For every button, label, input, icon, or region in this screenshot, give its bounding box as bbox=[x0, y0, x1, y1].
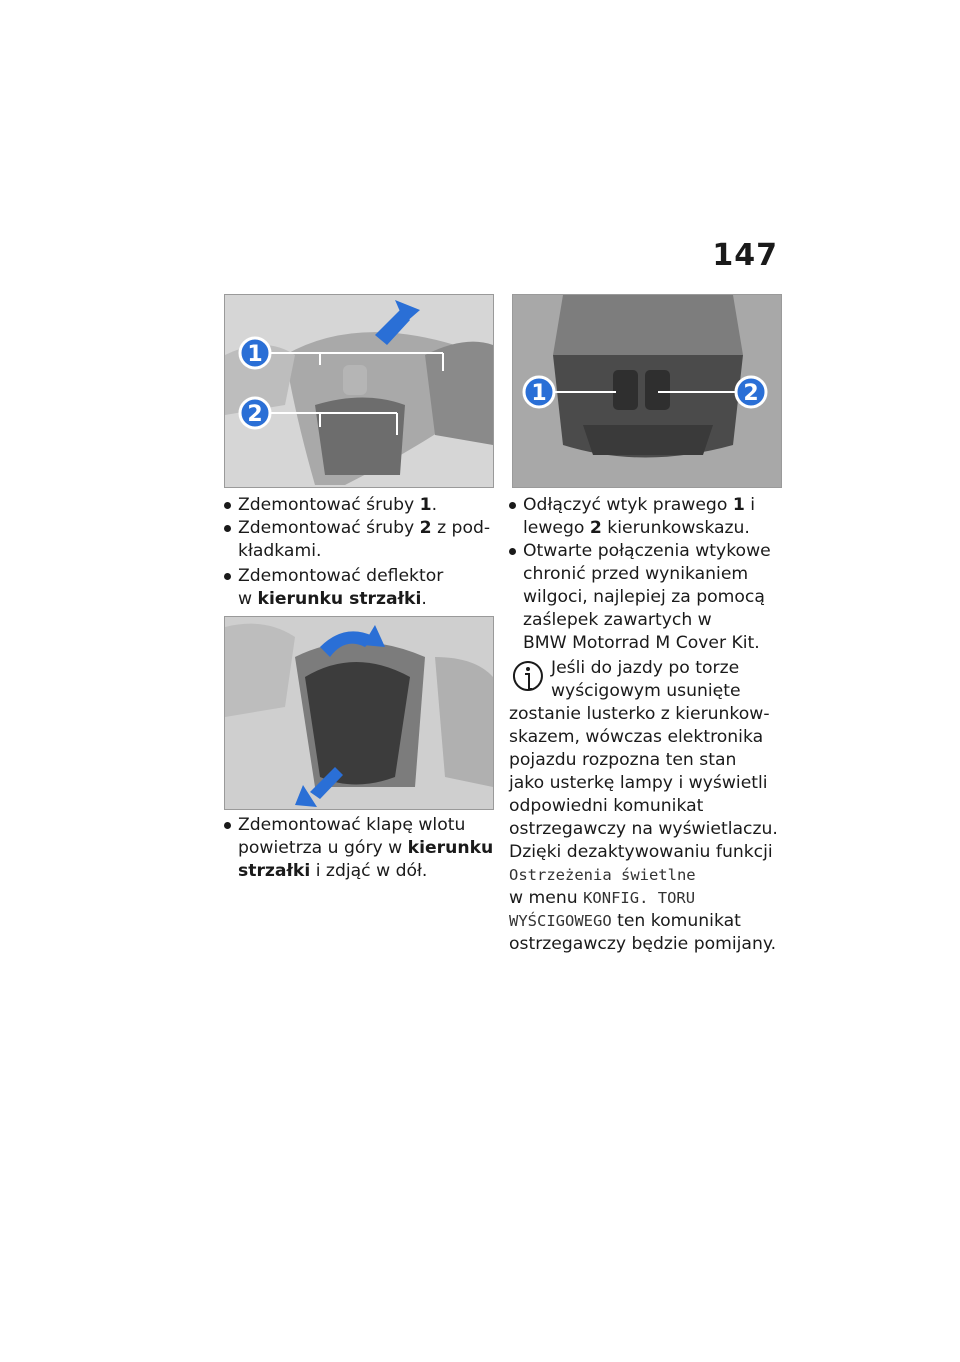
left-steps-a bbox=[224, 494, 496, 611]
step-remove-air-flap: Zdemontować klapę wlotu powietrza u góry w kierunku strzałki i zdjąć w dół. bbox=[224, 814, 496, 883]
windscreen-illustration bbox=[225, 295, 493, 487]
info-note bbox=[509, 657, 779, 956]
step-remove-screws-2: Zdemontować śruby 2 z pod- kładkami. bbox=[224, 517, 496, 563]
step-protect-connections: Otwarte połączenia wtykowe chronić przed wynikaniem wilgoci, najlepiej za pomocą zaślepek zawartych w BMW Motorrad M Cover Kit. bbox=[509, 540, 779, 655]
step-remove-deflector: Zdemontować deflektor w kierunku strzałki. bbox=[224, 565, 496, 611]
air-intake-illustration bbox=[225, 617, 493, 809]
note-text-2: w menu bbox=[509, 888, 584, 908]
step-remove-screws-1: Zdemontować śruby 1. bbox=[224, 494, 496, 517]
note-function-name: Ostrzeżenia świetlne bbox=[509, 866, 696, 884]
right-column bbox=[509, 494, 779, 956]
connectors-illustration bbox=[513, 295, 781, 487]
callout-2-label: 2 bbox=[247, 402, 263, 427]
page-number: 147 bbox=[712, 238, 778, 273]
note-text-1: Jeśli do jazdy po torze wyścigowym usunięte zostanie lusterko z kierunkow- skazem, wówczas elektronika pojazdu rozpozna ten stan jako usterkę lampy i wyświetli odpowiedni komunikat ostrzegawczy na wyświetlaczu. Dzięki dezaktywowaniu funkcji bbox=[509, 658, 778, 862]
callout-1-label: 1 bbox=[247, 342, 263, 367]
left-steps-b bbox=[224, 814, 496, 883]
callout-2-label: 2 bbox=[743, 381, 759, 406]
figure-connectors bbox=[512, 294, 782, 488]
info-icon bbox=[511, 659, 545, 699]
figure-windscreen-screws bbox=[224, 294, 494, 488]
callout-1-label: 1 bbox=[531, 381, 547, 406]
note-text-3: ten komunikat ostrzegawczy będzie pomijany. bbox=[509, 911, 777, 954]
note-menu-name: KONFIG. TORU WYŚCIGOWEGO bbox=[509, 889, 696, 930]
step-disconnect-plugs: Odłączyć wtyk prawego 1 i lewego 2 kierunkowskazu. bbox=[509, 494, 779, 540]
figure-air-intake-flap bbox=[224, 616, 494, 810]
